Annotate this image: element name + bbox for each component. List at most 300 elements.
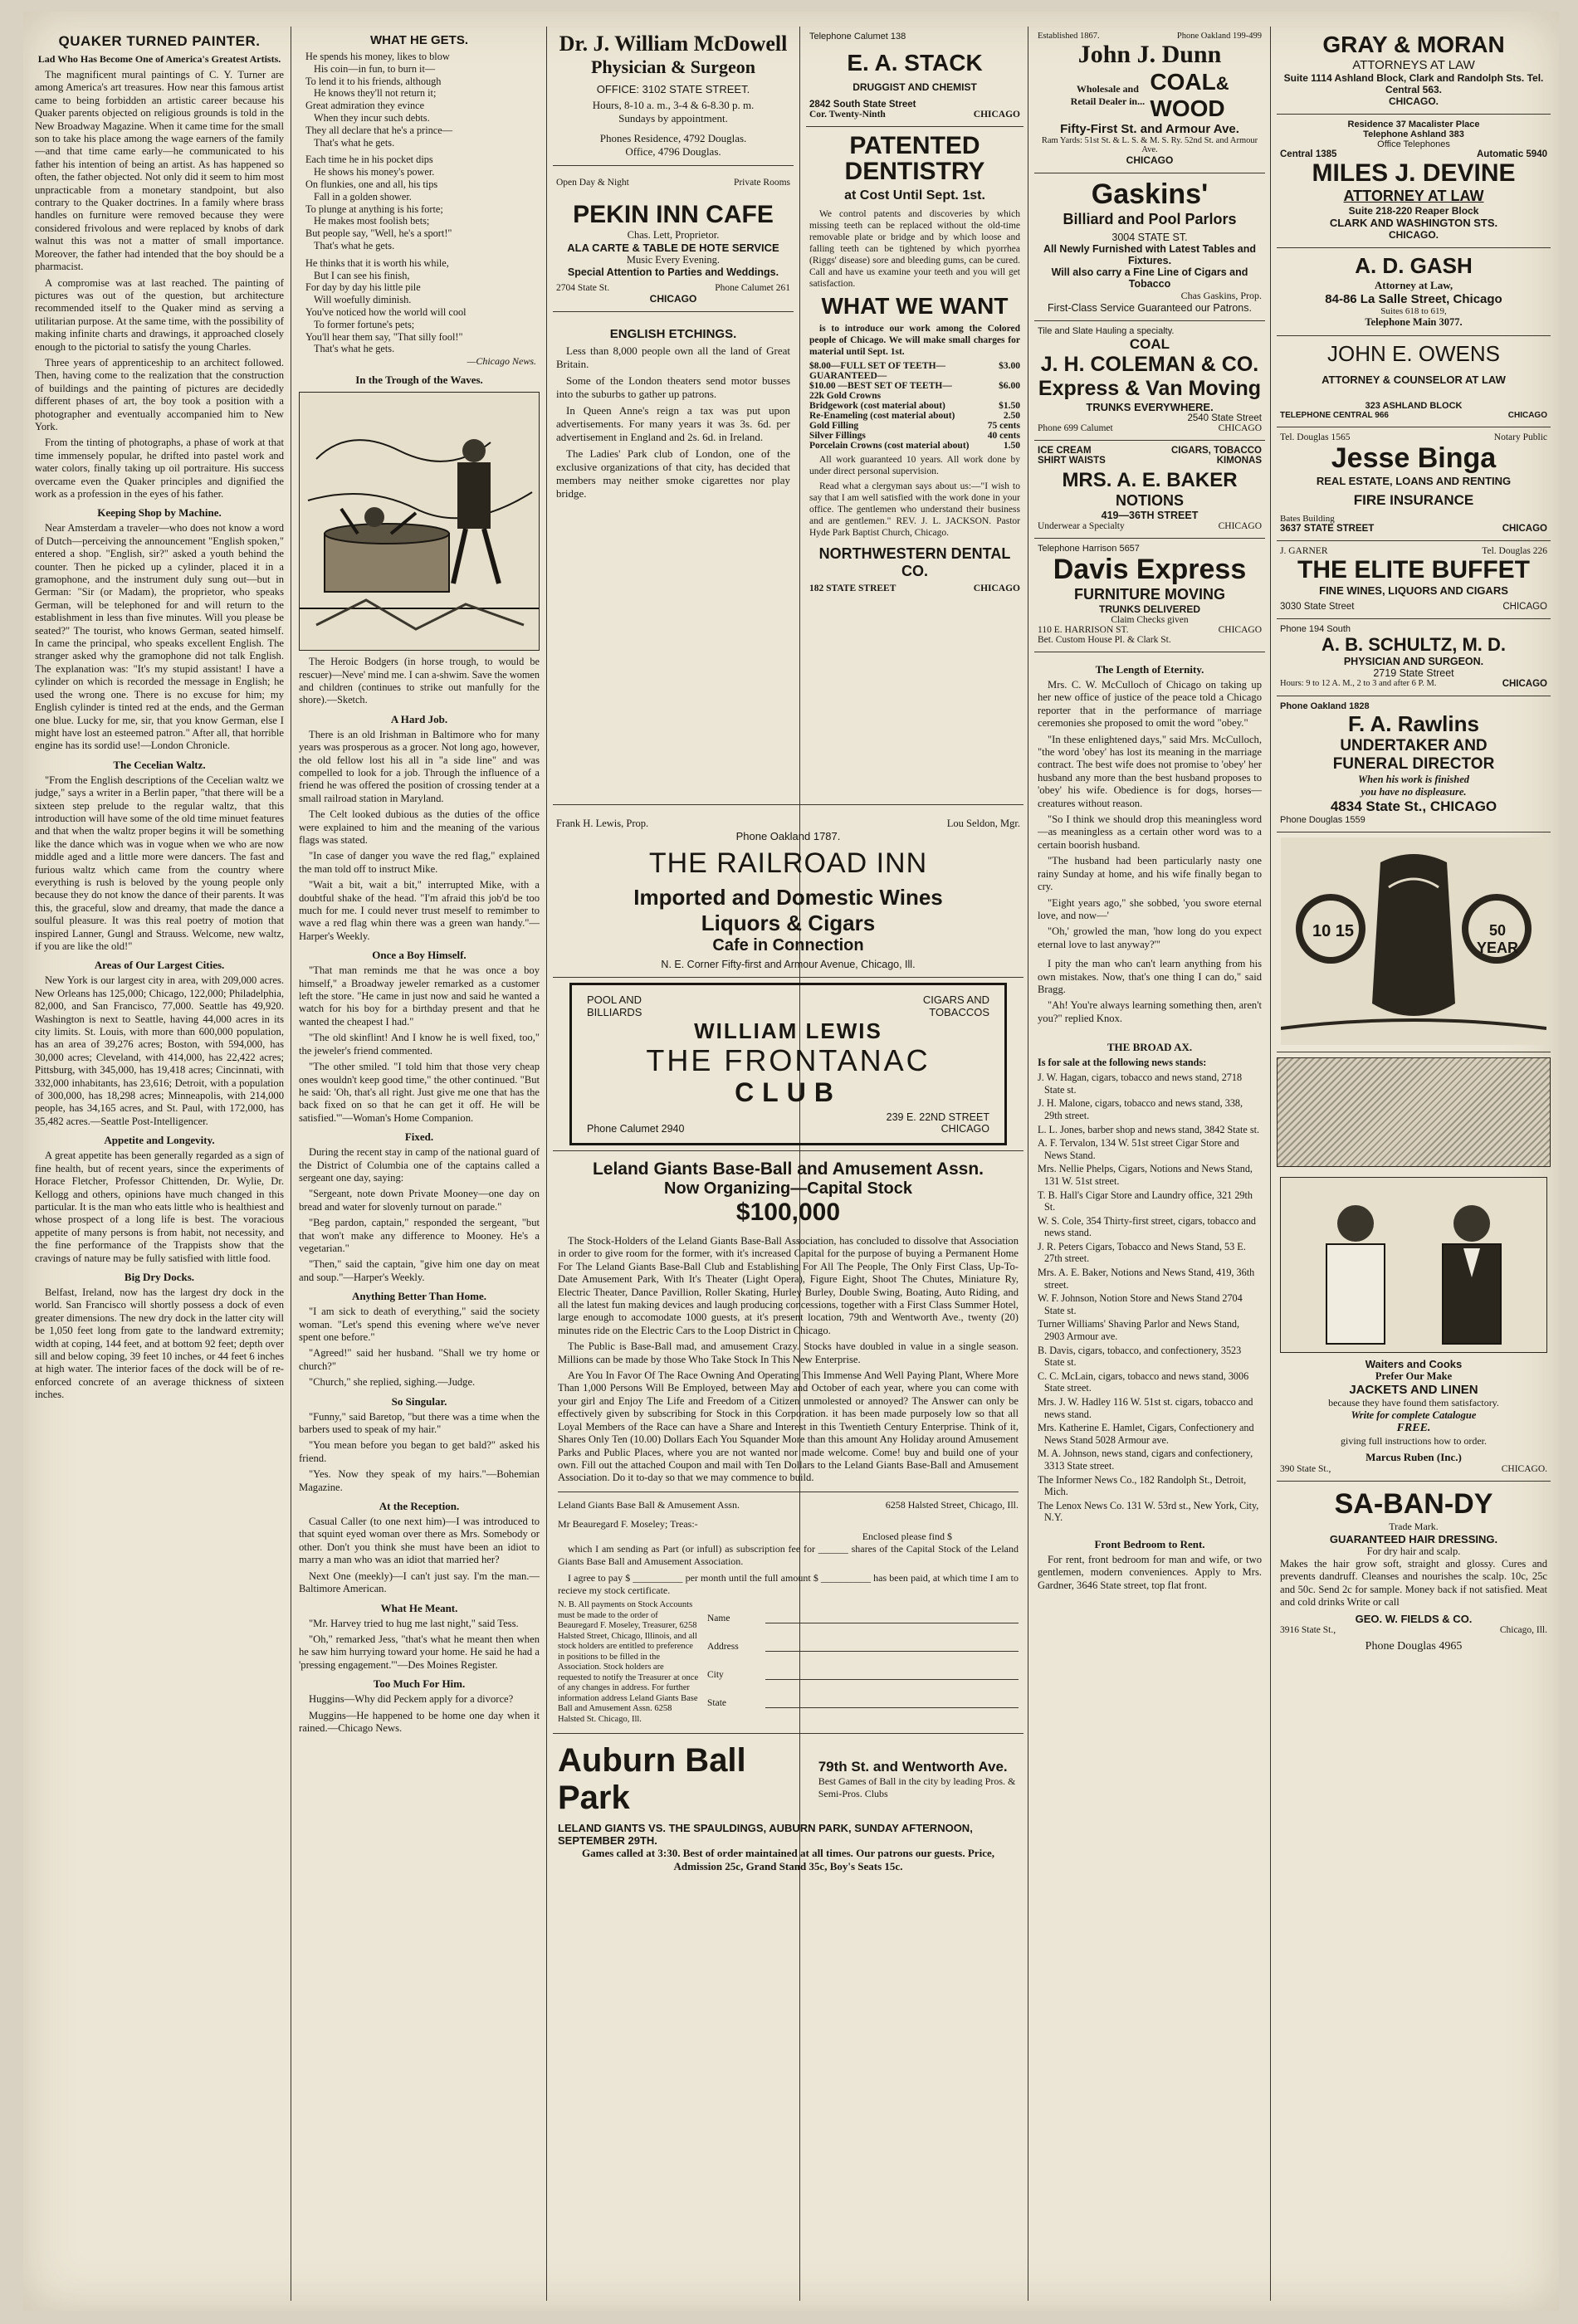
section-rule bbox=[553, 804, 1024, 805]
fine-print-ad bbox=[1277, 1057, 1551, 1167]
stack-corner: Cor. Twenty-Ninth bbox=[809, 110, 886, 120]
dentistry-title-2: DENTISTRY bbox=[844, 158, 985, 185]
list-title: THE BROAD AX. bbox=[1107, 1041, 1193, 1054]
news-stand-item: A. F. Tervalon, 134 W. 51st street Cigar Store and News Stand. bbox=[1038, 1137, 1239, 1161]
davis-line: FURNITURE MOVING bbox=[1074, 586, 1225, 603]
gash-line: Attorney at Law, bbox=[1374, 279, 1453, 291]
paragraph: "In case of danger you wave the red flag," explained the man told off to instruct Mike. bbox=[299, 850, 540, 875]
paragraph: Huggins—Why did Peckem apply for a divorce? bbox=[309, 1693, 514, 1706]
rawlins-line-2: FUNERAL DIRECTOR bbox=[1332, 755, 1495, 773]
column-2 bbox=[299, 27, 540, 2301]
paragraph: "Sergeant, note down Private Mooney—one day on bread and water for slovenly turnout on parade." bbox=[299, 1188, 540, 1213]
coleman-ad bbox=[1034, 321, 1265, 441]
subscription-coupon bbox=[558, 1492, 1019, 1726]
stack-city: CHICAGO bbox=[973, 110, 1020, 120]
article-title: The Cecelian Waltz. bbox=[113, 758, 206, 771]
dunn-and: & bbox=[1215, 73, 1229, 94]
dunn-established: Established 1867. bbox=[1038, 32, 1100, 41]
paragraph: "Wait a bit, wait a bit," interrupted Mike, with a doubtful shake of the head. "I'm afraid this job'd be too much for me. I could never trust meself to remimber to wave a red flag whin there was a green wan handy."—Harper's Weekly. bbox=[299, 879, 540, 942]
gash-suites: Suites 618 to 619, bbox=[1380, 306, 1447, 316]
column-6 bbox=[1277, 27, 1551, 2301]
frontanac-club: CLUB bbox=[735, 1077, 842, 1107]
frontanac-title: THE FRONTANAC bbox=[646, 1043, 931, 1077]
pekin-hours: Open Day & Night bbox=[556, 178, 629, 188]
waiters-free: FREE. bbox=[1396, 1422, 1431, 1434]
baker-ice-cream: ICE CREAM bbox=[1038, 446, 1092, 456]
auburn-park-ad bbox=[553, 1733, 1024, 1882]
baker-name: MRS. A. E. BAKER bbox=[1062, 469, 1238, 491]
column-rule bbox=[1270, 27, 1271, 2301]
poem-line: He shows his money's power. bbox=[314, 166, 435, 178]
paragraph: Next One (meekly)—I can't just say. I'm the man.—Baltimore American. bbox=[299, 1570, 540, 1595]
paragraph: "The old skinflint! And I know he is well fixed, too," the jeweler's friend commented. bbox=[299, 1032, 540, 1057]
poem-line: He makes most foolish bets; bbox=[314, 215, 430, 227]
giants-paragraph: The Stock-Holders of the Leland Giants Base-Ball Association, has concluded to dissolve that Association in order to give room for the former, with it's increased Capital for the purpose of buying a Permanent Home For The Leland Giants Base-Ball Club and Establishing For All The People, The Only First Class, Up-To-Date Amusement Park, With It's Theater (Light Opera), Figure Eight, Shoot The Chutes, Miniature Ry, Electric Theater, Dance Pavillion, Roller Skating, Hurley Burley, Double Swing, Boating, Auto Riding, and all the latest fun making devices and laugh producing concessions, together with a First Class Summer Hotel, large enough to accomodate 1000 guests, at it's present location, 79th and Wentworth Ave., twenty (20) minutes ride on the Electric Cars to the Loop District in Chicago. bbox=[558, 1235, 1019, 1336]
article-title: The Length of Eternity. bbox=[1095, 663, 1204, 676]
article-subtitle: Lad Who Has Become One of America's Greatest Artists. bbox=[37, 53, 281, 65]
dental-company: NORTHWESTERN DENTAL CO. bbox=[818, 545, 1011, 579]
article-title: Big Dry Docks. bbox=[124, 1270, 195, 1283]
binga-bldg: Bates Building bbox=[1280, 514, 1335, 524]
sabandy-line: GUARANTEED HAIR DRESSING. bbox=[1329, 1533, 1498, 1545]
bedroom-notice bbox=[1034, 1527, 1265, 1600]
gash-address: 84-86 La Salle Street, bbox=[1325, 292, 1450, 306]
news-stand-item: The Informer News Co., 182 Randolph St., Detroit, Mich. bbox=[1038, 1473, 1247, 1498]
dunn-address: Fifty-First St. and Armour Ave. bbox=[1060, 122, 1239, 136]
devine-corner: CLARK AND WASHINGTON STS. bbox=[1329, 217, 1498, 229]
gaskins-name: Gaskins' bbox=[1091, 178, 1209, 210]
sabandy-address: 3916 State St., bbox=[1280, 1624, 1336, 1635]
paragraph: Some of the London theaters send motor busses into the suburbs to gather up patrons. bbox=[556, 374, 790, 400]
giants-title: Leland Giants Base-Ball and Amusement Assn. bbox=[592, 1160, 984, 1179]
gaskins-line: Billiard and Pool Parlors bbox=[1063, 211, 1237, 227]
cartoon-drawing bbox=[300, 393, 539, 650]
dunn-city: CHICAGO bbox=[1126, 154, 1174, 166]
owens-address: 323 ASHLAND BLOCK bbox=[1365, 401, 1463, 411]
article-title: Appetite and Longevity. bbox=[104, 1134, 215, 1147]
giants-paragraph: The Public is Base-Ball mad, and amusement Crazy. Stocks have doubled in value in a single season. Millions can be made by those Who Take Stock In This New Enterprise. bbox=[558, 1340, 1019, 1365]
cigar-label-left: 10 15 bbox=[1312, 922, 1355, 940]
davis-city: CHICAGO bbox=[1218, 625, 1262, 635]
column-3 bbox=[553, 27, 794, 807]
dunn-yards: Ram Yards: 51st St. & L. S. & M. S. Ry. 52nd St. and Armour Ave. bbox=[1041, 136, 1258, 154]
paragraph: Three years of apprenticeship to an architect followed. Then, having come to the realization that the construction of buildings and the painting of pictures are decidedly different phases of art, the boy took a position with a photographer and eventually accompanied him to New York. bbox=[35, 356, 284, 432]
column-4 bbox=[806, 27, 1024, 807]
news-stand-item: Mrs. Katherine E. Hamlet, Cigars, Confectionery and News Stand 5028 Armour ave. bbox=[1038, 1422, 1254, 1446]
price-item: Bridgework (cost material about) bbox=[809, 401, 945, 411]
pekin-name: PEKIN INN CAFE bbox=[573, 201, 774, 228]
coleman-line: Express & Van Moving bbox=[1038, 377, 1262, 400]
railroad-name: THE RAILROAD INN bbox=[648, 847, 928, 879]
devine-auto: Automatic 5940 bbox=[1476, 149, 1547, 159]
name-line[interactable] bbox=[765, 1614, 1019, 1623]
binga-fire: FIRE INSURANCE bbox=[1353, 492, 1474, 508]
dentistry-tag: at Cost Until Sept. 1st. bbox=[844, 188, 985, 203]
price-row bbox=[809, 381, 1020, 391]
paragraph: From the tinting of photographs, a phase of work at that time immensely popular, he drifted into pastel work and water colors, finally taking up oil portraiture. His success overcame even the Quaker principles and dignified the work as a profession in the eyes of his father. bbox=[35, 437, 284, 500]
dunn-name: John J. Dunn bbox=[1077, 41, 1222, 68]
schultz-address: 2719 State Street bbox=[1373, 667, 1454, 679]
gaskins-service: First-Class Service Guaranteed our Patrons. bbox=[1048, 302, 1252, 314]
coupon-to: Mr Beauregard F. Moseley; Treas:- bbox=[558, 1517, 698, 1530]
price-row bbox=[809, 421, 1020, 431]
auburn-location: 79th St. and Wentworth Ave. bbox=[818, 1759, 1008, 1775]
schultz-hours: Hours: 9 to 12 A. M., 2 to 3 and after 6 P. M. bbox=[1280, 679, 1437, 688]
buffet-line: FINE WINES, LIQUORS AND CIGARS bbox=[1319, 584, 1508, 597]
notice-text: For rent, front bedroom for man and wife, or two gentlemen, modern conveniences. Apply to Mrs. Gardner, 3646 State street, top flat front. bbox=[1038, 1553, 1262, 1591]
davis-claims: Claim Checks given bbox=[1111, 615, 1189, 625]
price-value: 2.50 bbox=[1003, 411, 1020, 421]
buffet-tel: Tel. Douglas 226 bbox=[1482, 546, 1547, 556]
city-line[interactable] bbox=[765, 1670, 1019, 1680]
paragraph: In Queen Anne's reign a tax was put upon advertisements. For many years it was 3s. 6d. per advertisement in England and 2s. 6d. in Ireland. bbox=[556, 404, 790, 443]
pekin-special: Special Attention to Parties and Weddings. bbox=[567, 266, 779, 278]
paragraph: "Church," she replied, sighing.—Judge. bbox=[309, 1376, 476, 1389]
gray-suite: Suite 1114 Ashland Block, Clark and Randolph Sts. Tel. Central 563. bbox=[1283, 72, 1544, 95]
coleman-phone: Phone 699 Calumet bbox=[1038, 423, 1113, 433]
baker-underwear: Underwear a Specialty bbox=[1038, 521, 1125, 531]
poem-line: For day by day his little pile bbox=[305, 281, 421, 294]
owens-ad bbox=[1277, 336, 1551, 427]
news-stand-item: B. Davis, cigars, tobacco, and confectionery, 3523 State st. bbox=[1038, 1344, 1242, 1369]
gray-city: CHICAGO. bbox=[1389, 95, 1439, 107]
price-item: Porcelain Crowns (cost material about) bbox=[809, 441, 970, 451]
paragraph: The Celt looked dubious as the duties of the office were explained to him and the meaning of the various flags was stated. bbox=[299, 808, 540, 846]
pekin-ad bbox=[553, 166, 794, 312]
binga-notary: Notary Public bbox=[1493, 432, 1547, 442]
coupon-fields bbox=[707, 1600, 1019, 1725]
schultz-line: PHYSICIAN AND SURGEON. bbox=[1343, 656, 1484, 667]
news-stand-item: J. R. Peters Cigars, Tobacco and News Stand, 53 E. 27th street. bbox=[1038, 1240, 1246, 1265]
dentistry-intro: We control patents and discoveries by which missing teeth can be replaced without the old-time removable plate or bridge and by which loose and falling teeth can be tightened by which pyorrhea (Riggs' disease) sore and bleeding gums, can be cured. Call and have us examine your teeth and you will get satisfaction. bbox=[809, 209, 1020, 289]
davis-trunks: TRUNKS DELIVERED bbox=[1098, 603, 1200, 615]
price-item: 22k Gold Crowns bbox=[809, 391, 882, 401]
article-title: At the Reception. bbox=[379, 1500, 460, 1513]
dentistry-title-1: PATENTED bbox=[849, 132, 980, 159]
list-subtitle: Is for sale at the following news stands: bbox=[1038, 1057, 1207, 1069]
city-field[interactable] bbox=[707, 1670, 1019, 1680]
address-field[interactable] bbox=[707, 1642, 1019, 1652]
paragraph: "Oh," remarked Jess, "that's what he meant then when he saw him hurrying toward your home. He said he had a 'pressing engagement.'"—Des Moines Register. bbox=[299, 1633, 540, 1671]
devine-city: CHICAGO. bbox=[1389, 229, 1439, 241]
news-stand-list bbox=[1038, 1072, 1262, 1524]
pekin-music: Music Every Evening. bbox=[626, 254, 721, 266]
frontanac-address: 239 E. 22ND STREET bbox=[886, 1111, 989, 1123]
newspaper-page bbox=[23, 12, 1559, 2311]
gray-line: ATTORNEYS AT LAW bbox=[1352, 58, 1475, 72]
frontanac-location bbox=[887, 1111, 989, 1135]
rawlins-motto-1: When his work is finished bbox=[1357, 774, 1470, 785]
article-title: What He Meant. bbox=[380, 1601, 458, 1614]
frontanac-ad bbox=[569, 983, 1007, 1145]
coleman-trunks: TRUNKS EVERYWHERE. bbox=[1086, 401, 1214, 413]
gash-name: A. D. GASH bbox=[1355, 253, 1473, 278]
waiters-because: because they have found them satisfactory. bbox=[1328, 1397, 1499, 1409]
price-value: $3.00 bbox=[999, 361, 1020, 371]
broad-ax-list bbox=[1034, 1033, 1265, 1527]
poem-line: When they incur such debts. bbox=[314, 111, 430, 124]
gaskins-ad bbox=[1034, 173, 1265, 321]
paragraph: The magnificent mural paintings of C. Y. Turner are among America's art treasures. How near this famous artist came to being forbidden an artistic career because his Quaker parents objected on religious grounds is told in the New Broadway Magazine. When it came time for the small son to take his place among the wage earners of the family—and that time came early—he communicated to his father his intention of being an artist. As has happened so often, the father objected. Not only did it seem to him most unpracticable from a monetary standpoint, but also contrary to the Quaker doctrines. In a family where brass handles on furniture were removed because they were considered frivolous and were replaced by knobs of dark walnut this was not a matter of small importance. Moreover, the father had intended that the boy should be a pharmacist. bbox=[35, 69, 284, 273]
sabandy-sub: For dry hair and scalp. bbox=[1366, 1545, 1461, 1557]
schultz-city: CHICAGO bbox=[1502, 679, 1547, 689]
frontanac-city: CHICAGO bbox=[940, 1123, 989, 1135]
schultz-phone: Phone 194 South bbox=[1280, 624, 1351, 634]
leland-giants-ad bbox=[553, 1150, 1024, 1733]
railroad-corner: N. E. Corner Fifty-first and Armour Avenue, Chicago, Ill. bbox=[661, 959, 916, 970]
paragraph: Mrs. C. W. McCulloch of Chicago on taking up her new office of justice of the peace told a Chicago reporter that in the performance of marriage ceremonies she proposed to omit the word "obey." bbox=[1038, 679, 1262, 730]
poem-title: WHAT HE GETS. bbox=[369, 33, 469, 47]
paragraph: "So I think we should drop this meaningless word—as meaningless as a certain other word was to a certain boorish husband. bbox=[1038, 813, 1262, 851]
stack-name: E. A. STACK bbox=[847, 50, 983, 76]
paragraph: Casual Caller (to one next him)—I was introduced to that squint eyed woman over there as Mrs. Somebody or other. Don't you think she must have been an idiot to marry a man who was an idiot that married her? bbox=[299, 1516, 540, 1566]
stack-phone: Telephone Calumet 138 bbox=[809, 32, 906, 42]
state-line[interactable] bbox=[765, 1698, 1019, 1708]
baker-line: NOTIONS bbox=[1115, 492, 1184, 509]
city-label: City bbox=[707, 1670, 724, 1681]
eternity-article bbox=[1034, 652, 1265, 1033]
binga-tel: Tel. Douglas 1565 bbox=[1280, 432, 1351, 442]
doctor-name: Dr. J. William McDowell bbox=[559, 32, 788, 56]
paragraph: Belfast, Ireland, now has the largest dry dock in the world. San Francisco will shortly possess a dock of even greater dimensions. The new dry dock in the latter city will be 1,050 feet long from gate to the landward extremity; width at coping, 144 feet, and at bottom 92 feet; depth over sill and below coping, 39 feet 10 inches, or 44 feet 6 inches at high water. The interior faces of the dock will be of re-enforced concrete of an average thickness of sixteen inches. bbox=[35, 1286, 284, 1401]
dunn-wood: WOOD bbox=[1150, 95, 1225, 121]
article-title: A Hard Job. bbox=[390, 712, 448, 725]
waiters-address: 390 State St., bbox=[1280, 1464, 1331, 1474]
price-row bbox=[809, 391, 1020, 401]
mcdowell-ad bbox=[553, 27, 794, 166]
coupon-org: Leland Giants Base Ball & Amusement Assn. bbox=[558, 1498, 740, 1511]
baker-shirts: SHIRT WAISTS bbox=[1038, 456, 1106, 466]
waiters-ad bbox=[1277, 1172, 1551, 1482]
paragraph: "In these enlightened days," said Mrs. McCulloch, "the word 'obey' has lost its meaning in the marriage contract. The best wife does not promise to 'obey' her husband any more than the best husband proposes to 'obey' his wife. Obedience is for dogs, horses—creatures without reason. bbox=[1038, 733, 1262, 809]
residence-phone: Phones Residence, 4792 Douglas. bbox=[599, 132, 747, 144]
poem-line: To plunge at anything is his forte; bbox=[305, 203, 443, 215]
stack-line: DRUGGIST AND CHEMIST bbox=[853, 81, 977, 93]
article-title: ENGLISH ETCHINGS. bbox=[609, 327, 737, 341]
article-body bbox=[35, 69, 284, 500]
schultz-name: A. B. SCHULTZ, M. D. bbox=[1321, 634, 1507, 655]
waiters-drawing bbox=[1281, 1178, 1546, 1352]
railroad-cafe: Cafe in Connection bbox=[712, 936, 864, 954]
rawlins-motto-2: you have no displeasure. bbox=[1361, 786, 1467, 798]
devine-name: MILES J. DEVINE bbox=[1312, 159, 1516, 187]
price-item: $10.00 —BEST SET OF TEETH— bbox=[809, 381, 952, 391]
news-stand-item: W. F. Johnson, Notion Store and News Stand 2704 State st. bbox=[1038, 1292, 1243, 1316]
stack-address: 2842 South State Street bbox=[809, 100, 916, 110]
railroad-inn-ad bbox=[553, 813, 1024, 978]
waiters-illustration bbox=[1280, 1177, 1547, 1353]
poem-line: But I can see his finish, bbox=[314, 269, 410, 281]
sabandy-company: GEO. W. FIELDS & CO. bbox=[1355, 1612, 1473, 1625]
gaskins-cigars: Will also carry a Fine Line of Cigars and Tobacco bbox=[1051, 266, 1248, 290]
auburn-name: Auburn Ball Park bbox=[558, 1742, 746, 1817]
binga-line: REAL ESTATE, LOANS AND RENTING bbox=[1316, 475, 1512, 487]
auburn-called: Games called at 3:30. Best of order maintained at all times. Our patrons our guests. Price, Admission 25c, Grand Stand 35c, Boy's Seats 15c. bbox=[582, 1847, 994, 1873]
poem-line: Great admiration they evince bbox=[305, 100, 425, 112]
baker-address: 419—36TH STREET bbox=[1101, 510, 1199, 521]
poem-line: Each time he in his pocket dips bbox=[305, 154, 433, 166]
news-stand-item: The Lenox News Co. 131 W. 53rd st., New York, City, N.Y. bbox=[1038, 1499, 1259, 1524]
pekin-service: ALA CARTE & TABLE DE HOTE SERVICE bbox=[567, 242, 779, 254]
want-title: WHAT WE WANT bbox=[821, 293, 1009, 319]
rawlins-address: 4834 State St., bbox=[1330, 798, 1427, 814]
office-address: OFFICE: 3102 STATE STREET. bbox=[596, 83, 750, 95]
davis-name: Davis Express bbox=[1053, 554, 1247, 585]
paragraph: There is an old Irishman in Baltimore who for many years was prosperous as a grocer. Not long ago, however, the old fellow lost his all in "a side line" and was compelled to look for a job. Through the influence of a friend he was offered the position of crossing tender at a small railroad station in Maryland. bbox=[299, 728, 540, 804]
paragraph: During the recent stay in camp of the national guard of the District of Columbia one of the captains called a sergeant one day, saying: bbox=[299, 1146, 540, 1184]
notice-title: Front Bedroom to Rent. bbox=[1094, 1537, 1205, 1550]
rawlins-city: CHICAGO bbox=[1429, 798, 1497, 814]
address-label: Address bbox=[707, 1642, 739, 1653]
price-value: $6.00 bbox=[999, 381, 1020, 391]
article-title: Areas of Our Largest Cities. bbox=[94, 959, 225, 972]
price-value: 40 cents bbox=[987, 431, 1020, 441]
coleman-coal: COAL bbox=[1129, 336, 1170, 352]
cartoon-caption: The Heroic Bodgers (in horse trough, to would be rescuer)—Neve' mind me. I can a-shwim. Save the women and children (continues to strike out manfully for the shore).—Sketch. bbox=[299, 656, 540, 706]
doctor-role: Physician & Surgeon bbox=[590, 56, 756, 77]
waiters-line: Prefer Our Make bbox=[1375, 1370, 1453, 1382]
paragraph: "The husband had been particularly nasty one rainy Sunday at home, and his wife finally began to cry. bbox=[1038, 855, 1262, 893]
state-label: State bbox=[707, 1698, 726, 1709]
owens-phone: TELEPHONE CENTRAL 966 bbox=[1280, 411, 1389, 420]
railroad-mgr: Lou Seldon, Mgr. bbox=[946, 818, 1020, 829]
frontanac-billiards: BILLIARDS bbox=[587, 1006, 642, 1018]
dunn-coal: COAL bbox=[1150, 69, 1216, 95]
article-title: Anything Better Than Home. bbox=[351, 1290, 487, 1303]
column-5 bbox=[1034, 27, 1265, 2301]
stack-ad bbox=[806, 27, 1024, 127]
dunn-ad bbox=[1034, 27, 1265, 173]
poem-line: He spends his money, likes to blow bbox=[305, 51, 450, 62]
poem-line: Fall in a golden shower. bbox=[314, 190, 412, 203]
sabandy-tm: Trade Mark. bbox=[1389, 1521, 1439, 1532]
binga-city: CHICAGO bbox=[1502, 524, 1547, 534]
dentistry-ad bbox=[806, 127, 1024, 600]
sabandy-name: SA-BAN-DY bbox=[1334, 1488, 1493, 1520]
paragraph: "Oh,' growled the man, 'how long do you expect eternal love to last anyway?'" bbox=[1038, 925, 1262, 950]
waiters-write: Write for complete Catalogue bbox=[1351, 1409, 1477, 1421]
news-stand-item: J. H. Malone, cigars, tobacco and news stand, 338, 29th street. bbox=[1038, 1097, 1243, 1121]
baker-cigars: CIGARS, TOBACCO bbox=[1170, 446, 1262, 456]
coupon-text: which I am sending as Part (or infull) as subscription fee for ______ shares of the Capital Stock of the Leland Giants Base Ball and Amusement Association. bbox=[558, 1542, 1019, 1568]
devine-suite: Suite 218-220 Reaper Block bbox=[1348, 205, 1479, 217]
davis-ad bbox=[1034, 539, 1265, 652]
owens-line: ATTORNEY & COUNSELOR AT LAW bbox=[1322, 374, 1506, 386]
article-title: Keeping Shop by Machine. bbox=[97, 506, 222, 520]
giants-organizing: Now Organizing—Capital Stock bbox=[664, 1179, 912, 1198]
devine-office-phones: Office Telephones bbox=[1377, 139, 1450, 149]
railroad-line-1: Imported and Domestic Wines bbox=[633, 885, 943, 910]
paragraph: "Funny," said Baretop, "but there was a time when the barbers used to speak of my hair." bbox=[299, 1410, 540, 1436]
sabandy-ad bbox=[1277, 1482, 1551, 1660]
railroad-phone: Phone Oakland 1787. bbox=[735, 830, 841, 842]
paragraph: "Agreed!" said her husband. "Shall we try home or church?" bbox=[299, 1347, 540, 1372]
article-title: Once a Boy Himself. bbox=[372, 949, 467, 962]
devine-tel: Telephone Ashland 383 bbox=[1363, 129, 1464, 139]
paragraph: "You mean before you began to get bald?" asked his friend. bbox=[299, 1439, 540, 1464]
binga-address: 3637 STATE STREET bbox=[1280, 524, 1375, 534]
pekin-rooms: Private Rooms bbox=[733, 178, 790, 188]
pekin-address: 2704 State St. bbox=[556, 283, 610, 293]
buffet-city: CHICAGO bbox=[1502, 602, 1547, 612]
paragraph: "Mr. Harvey tried to hug me last night," said Tess. bbox=[309, 1617, 519, 1629]
buffet-name: THE ELITE BUFFET bbox=[1297, 556, 1530, 583]
price-row bbox=[809, 441, 1020, 451]
poem-line: That's what he gets. bbox=[314, 136, 395, 149]
binga-name: Jesse Binga bbox=[1331, 442, 1497, 474]
news-stand-item: C. C. McLain, cigars, tobacco and news stand, 3006 State street. bbox=[1038, 1370, 1249, 1394]
poem-source: —Chicago News. bbox=[467, 355, 536, 368]
poem-line: You've noticed how the world will cool bbox=[305, 305, 467, 318]
name-field[interactable] bbox=[707, 1614, 1019, 1623]
railroad-prop: Frank H. Lewis, Prop. bbox=[556, 818, 649, 829]
state-field[interactable] bbox=[707, 1698, 1019, 1708]
paragraph: "The other smiled. "I told him that those very cheap ones wouldn't keep good time," the other continued. "But he said: 'Oh, that's all right. Just give me one that has the back fixed on so that he can get it off. He will be satisfied.'"—Woman's Home Companion. bbox=[299, 1061, 540, 1124]
cartoon-illustration bbox=[299, 392, 540, 651]
paragraph: "From the English descriptions of the Cecelian waltz we judge," says a writer in a Berlin paper, "that there will be a sixteen step prelude to the regular waltz, that this introduction will have some of the old time minuet features and that when the waltz proper begins it will be something like the dance which was in vogue when we who are now middle aged and a little more were dancers. The fast and furious waltz which came from the country where everything is rush is beloved by the young people only because they do not know the dance of their parents. It was this, the graceful, slow and dreamy, that made the dance a soulful pleasure. It was this real poetry of motion that inspired Lanner, Gungl and Strauss. Welcome, new waltz, if you are like the old!" bbox=[35, 774, 284, 952]
coleman-city: CHICAGO bbox=[1218, 423, 1262, 433]
waiters-company: Marcus Ruben (Inc.) bbox=[1365, 1451, 1462, 1463]
price-row bbox=[809, 401, 1020, 411]
paragraph: I pity the man who can't learn anything from his own mistakes. Now, that's one thing I can do," said Bragg. bbox=[1038, 958, 1262, 995]
article-title: Too Much For Him. bbox=[373, 1677, 466, 1691]
want-text: is to introduce our work among the Colored people of Chicago. We will make small charges for material until Sept. 1st. bbox=[809, 324, 1020, 357]
price-row bbox=[809, 411, 1020, 421]
paragraph: "Beg pardon, captain," responded the sergeant, "but that won't make any difference to Mooney. He's a vegetarian." bbox=[299, 1217, 540, 1254]
waiters-jackets: JACKETS AND LINEN bbox=[1349, 1383, 1478, 1397]
news-stand-item: Mrs. Nellie Phelps, Cigars, Notions and News Stand, 131 W. 51st street. bbox=[1038, 1163, 1253, 1187]
schultz-ad bbox=[1277, 619, 1551, 696]
news-stand-item: L. L. Jones, barber shop and news stand, 3842 State st. bbox=[1038, 1123, 1260, 1135]
news-stand-item: M. A. Johnson, news stand, cigars and confectionery, 3313 State street. bbox=[1038, 1448, 1253, 1472]
news-stand-item: Turner Williams' Shaving Parlor and News Stand, 2903 Armour ave. bbox=[1038, 1318, 1240, 1343]
owens-name: JOHN E. OWENS bbox=[1326, 341, 1500, 366]
bottom-ads bbox=[553, 813, 1024, 2298]
frontanac-owner: WILLIAM LEWIS bbox=[694, 1018, 882, 1043]
price-value: 1.50 bbox=[1003, 441, 1020, 451]
rawlins-name: F. A. Rawlins bbox=[1348, 711, 1479, 736]
testimonial: Read what a clergyman says about us:—"I wish to say that I am well satisfied with the work done in your office. The gentlemen who understand their business and are gentlemen." REV. J. L. JACKSON. Pastor Hyde Park Baptist Church, Chicago. bbox=[809, 481, 1020, 538]
etchings-article bbox=[553, 312, 794, 512]
coupon-agree: I agree to pay $ __________ per month until the full amount $ __________ has been paid, at which time I am to recieve my stock certificate. bbox=[558, 1571, 1019, 1596]
price-row bbox=[809, 431, 1020, 441]
cartoon-title: In the Trough of the Waves. bbox=[355, 374, 483, 387]
gray-moran-ad bbox=[1277, 27, 1551, 115]
cigar-label-right: 50 YEAR bbox=[1476, 922, 1518, 956]
rawlins-line-1: UNDERTAKER AND bbox=[1340, 737, 1488, 754]
address-line[interactable] bbox=[765, 1642, 1019, 1652]
dental-city: CHICAGO bbox=[973, 583, 1020, 593]
poem-line: You'll hear them say, "That silly fool!" bbox=[305, 330, 463, 343]
paragraph: "I am sick to death of everything," said the society woman. "Let's spend this evening where we've never spent one before." bbox=[299, 1306, 540, 1343]
waiters-giving: giving full instructions how to order. bbox=[1341, 1435, 1487, 1447]
buffet-address: 3030 State Street bbox=[1280, 602, 1355, 612]
dunn-phone: Phone Oakland 199-499 bbox=[1176, 32, 1262, 41]
price-item: Gold Filling bbox=[809, 421, 859, 431]
price-row bbox=[809, 361, 1020, 381]
giants-paragraph: Are You In Favor Of The Race Owning And Operating This Immense And Well Paying Plant, Where More Than 1,000 Persons Will Be Employed, between May and October of each year, where you can come with your girl and Enjoy The Life and Freedom of a Citizen unmolested or annoyed? The Answer can only be effectively given by subscribing for Stock in this Corporation. it has been made purposely low so that all Loyal Members of the Race can have a Share and Interest in this Twentieth Century Enterprise. Think of it, Shares Only Ten (10.00) Dollars Each You Squander More than this amount Any Holiday around Amusement Parks and Public Places, where you are not wanted nor made welcome. Come! buy and build one of your own. Fill out the attached Coupon and mail with Ten Dollars to the Leland Giants Base-Ball and Amusement Association. Do it to-day so that we may commence to build. bbox=[558, 1370, 1019, 1484]
binga-ad bbox=[1277, 427, 1551, 541]
baker-city: CHICAGO bbox=[1218, 521, 1262, 531]
buffet-ad bbox=[1277, 541, 1551, 619]
paragraph: A compromise was at last reached. The painting of pictures was out of the question, but architecture recommended itself to the Quaker mind as serving a utilitarian purpose. At the same time, with the possibility of making infinite charts and drawings, it approached closely enough to the pictorial to satisfy the young Charles. bbox=[35, 276, 284, 353]
poem-line: His coin—in fun, to burn it— bbox=[314, 62, 436, 75]
devine-central: Central 1385 bbox=[1280, 149, 1337, 159]
frontanac-right bbox=[923, 994, 989, 1018]
paragraph: "Eight years ago," she sobbed, 'you swore eternal love, and now—' bbox=[1038, 896, 1262, 921]
baker-ad bbox=[1034, 441, 1265, 539]
devine-res: Residence 37 Macalister Place bbox=[1347, 120, 1480, 129]
